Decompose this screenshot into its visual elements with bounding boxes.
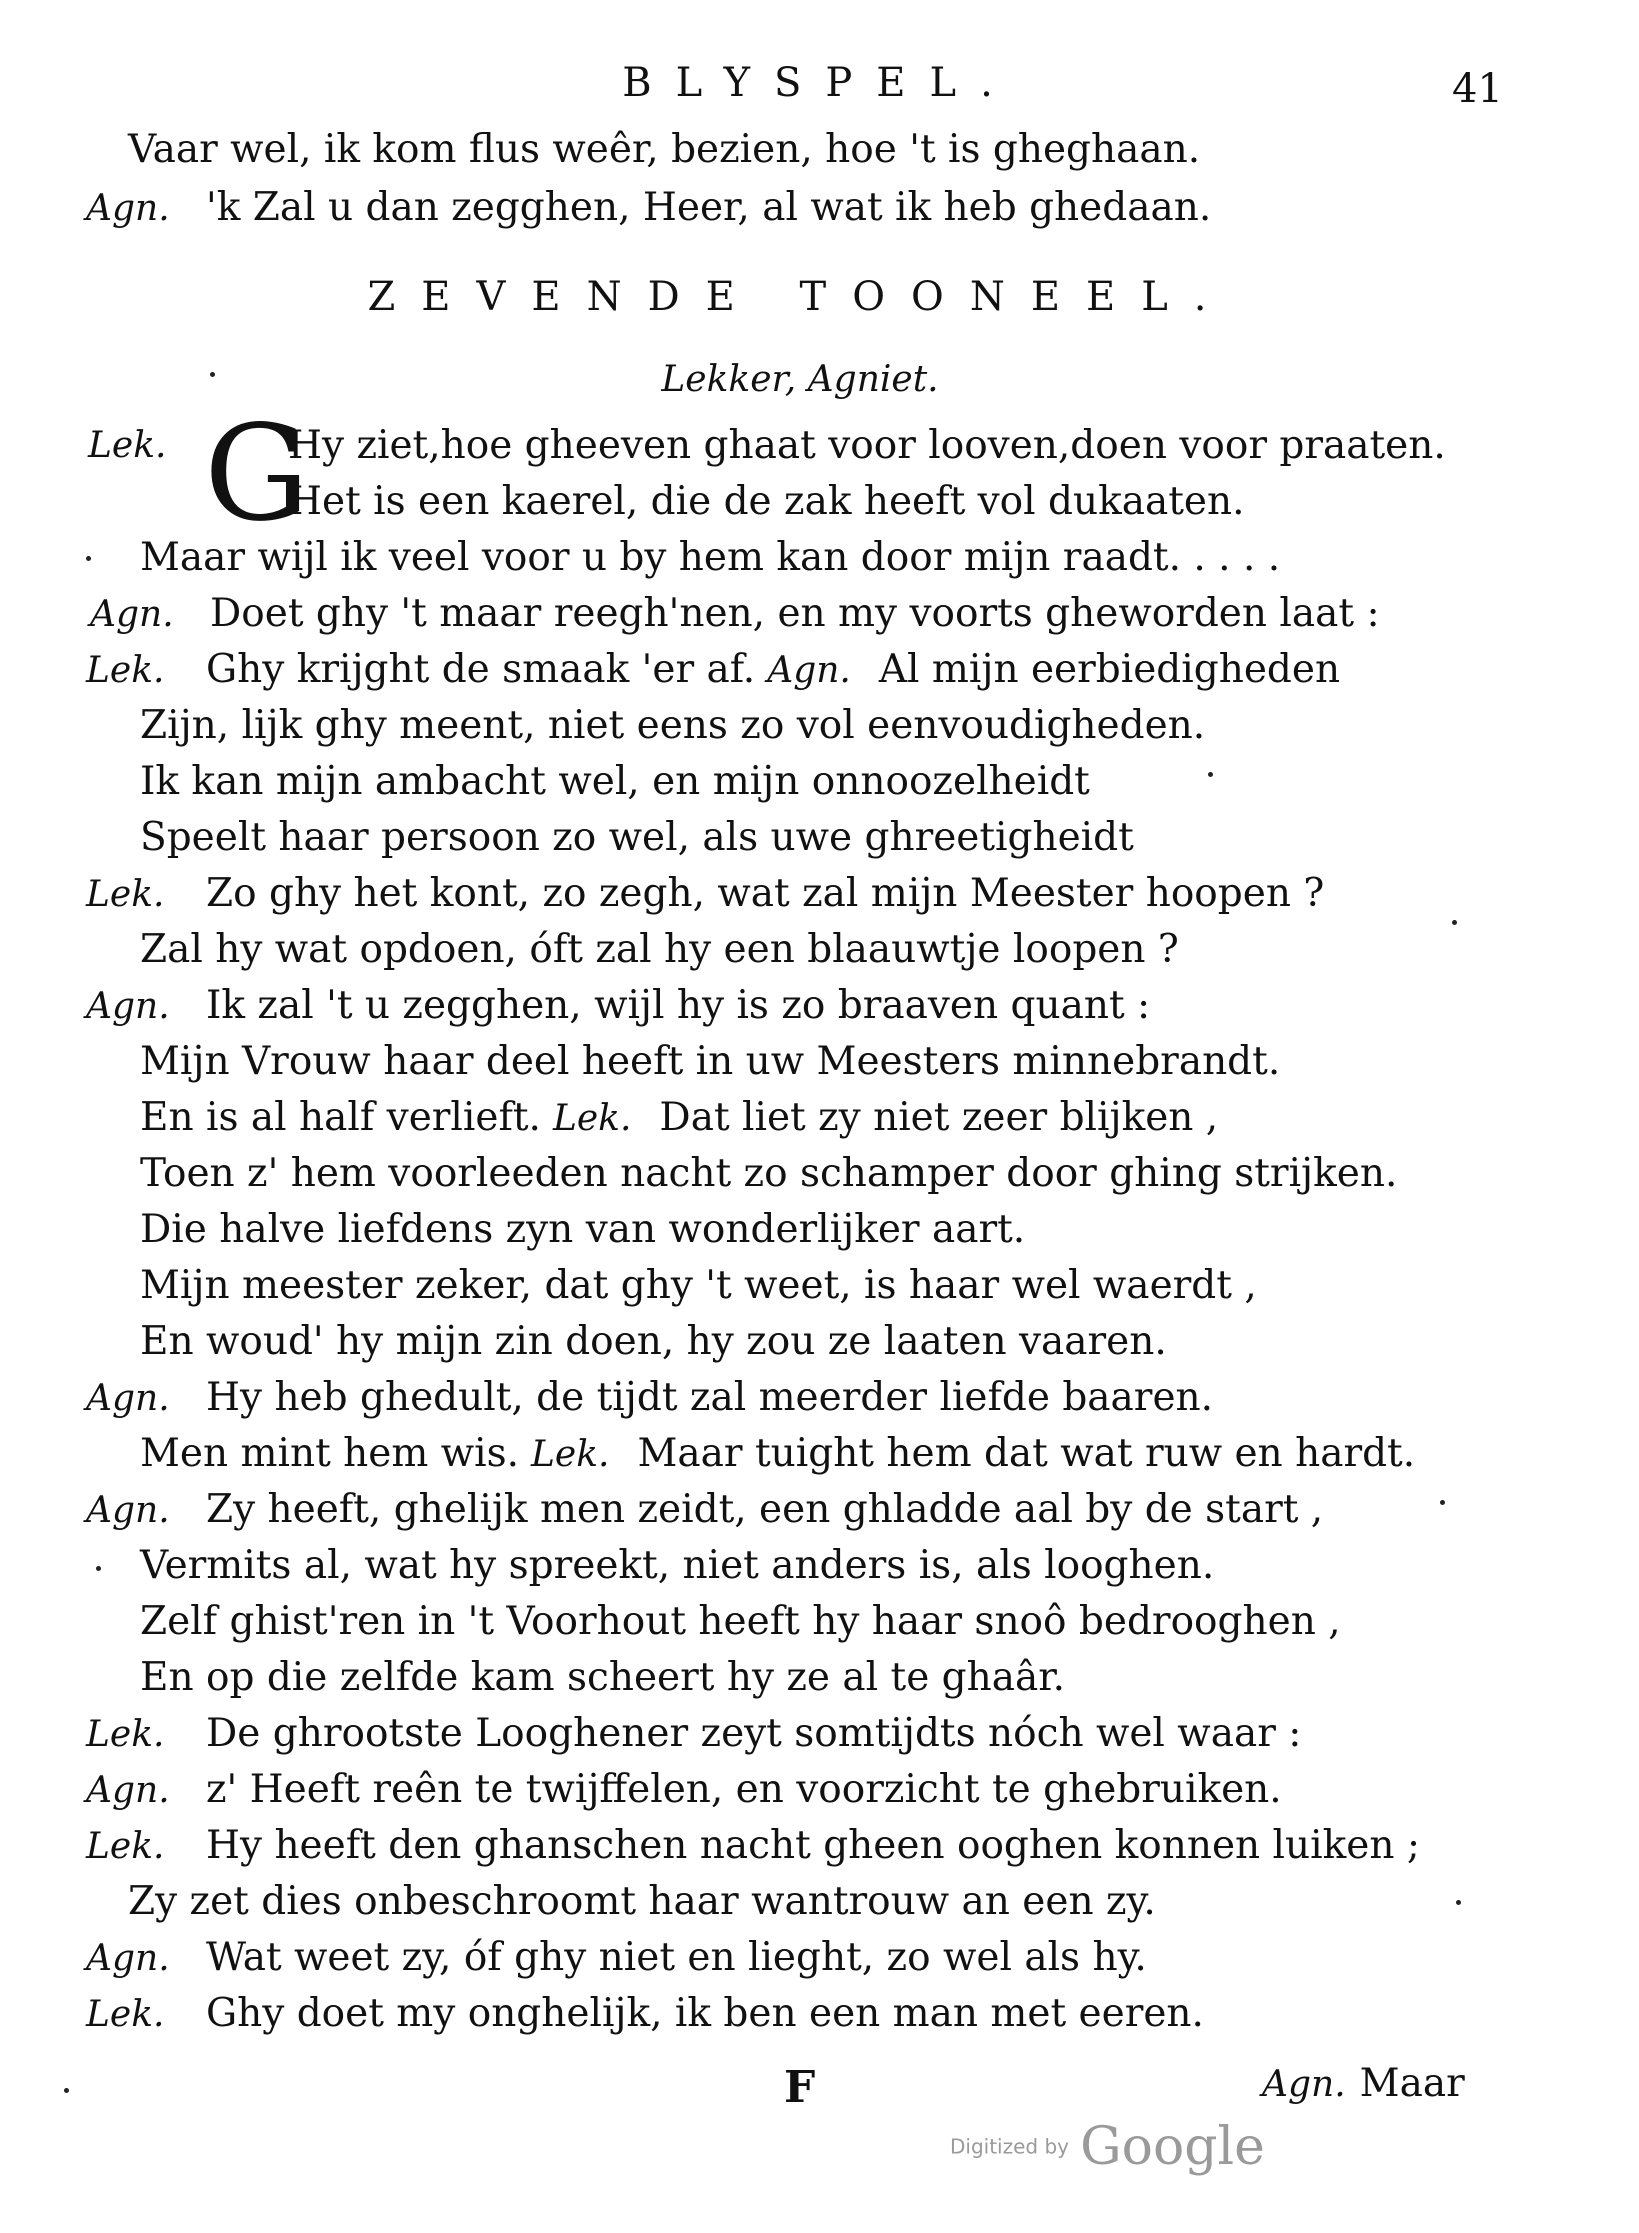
watermark-prefix: Digitized by [950,2134,1069,2159]
verse-line [86,1706,1301,1762]
speaker-label: Agn. [86,986,170,1027]
drop-cap-letter: G [204,397,310,551]
verse-line [140,1034,1280,1090]
speaker-label: Agn. [86,1490,170,1531]
verse-line [140,1146,1397,1202]
verse-line [288,418,1446,474]
scene-characters: Lekker, Agniet. [661,359,939,400]
verse-line [140,530,1280,586]
verse-text: Hy heeft den ghanschen nacht gheen ooghen konnen luiken ; [206,1823,1420,1868]
speaker-label: Agn. [86,1938,170,1979]
running-title: BLYSPEL. [622,60,1017,106]
signature-mark: F [784,2062,816,2113]
verse-text: Mijn meester zeker, dat ghy 't weet, is haar wel waerdt , [140,1263,1257,1308]
verse-text: Zy heeft, ghelijk men zeidt, een ghladde aal by de start , [206,1487,1324,1532]
verse-line [140,754,1090,810]
verse-line [140,1202,1025,1258]
verse-line [86,1762,1282,1818]
verse-line [86,866,1324,922]
verse-line [86,180,1211,236]
verse-text: Maar wijl ik veel voor u by hem kan door mijn raadt. . . . . [140,535,1281,580]
verse-text: Al mijn eerbiedigheden [878,647,1341,692]
verse-text: En op die zelfde kam scheert hy ze al te ghaâr. [140,1655,1066,1700]
verse-text: Ghy doet my onghelijk, ik ben een man met eeren. [206,1991,1204,2036]
verse-line [140,1258,1257,1314]
speaker-label: Agn. [86,1378,170,1419]
speaker-label: Agn. [86,1770,170,1811]
verse-text: Mijn Vrouw haar deel heeft in uw Meesters minnebrandt. [140,1039,1281,1084]
verse-text: Speelt haar persoon zo wel, als uwe ghreetigheidt [140,815,1134,860]
verse-line [140,1090,1218,1146]
verse-line [86,1482,1323,1538]
digitized-watermark [950,2116,1265,2177]
verse-text: Zelf ghist'ren in 't Voorhout heeft hy haar snoô bedrooghen , [140,1599,1341,1644]
verse-text: Zo ghy het kont, zo zegh, wat zal mijn Meester hoopen ? [206,871,1325,916]
verse-text: z' Heeft reên te twijffelen, en voorzicht te ghebruiken. [206,1767,1282,1812]
speaker-label: Agn. [90,594,174,635]
verse-line [86,642,1340,698]
verse-line [86,1818,1420,1874]
verse-text: Zy zet dies onbeschroomt haar wantrouw an een zy. [128,1879,1156,1924]
verse-line [140,1314,1167,1370]
speaker-label: Lek. [531,1434,610,1475]
verse-line [140,922,1179,978]
verse-line [140,810,1134,866]
speaker-label: Agn. [1262,2064,1346,2105]
verse-text: Zal hy wat opdoen, óft zal hy een blaauwtje loopen ? [140,927,1179,972]
verse-text: Toen z' hem voorleeden nacht zo schamper door ghing strijken. [140,1151,1398,1196]
verse-text: Dat liet zy niet zeer blijken , [659,1095,1219,1140]
ink-speck [1452,920,1457,925]
verse-text: Ik zal 't u zegghen, wijl hy is zo braaven quant : [206,983,1151,1028]
verse-text: Vaar wel, ik kom flus weêr, bezien, hoe 't is gheghaan. [128,127,1201,172]
ink-speck [64,2088,69,2093]
ink-speck [1456,1900,1461,1905]
speaker-label: Lek. [86,1994,165,2035]
speaker-label: Lek. [86,1826,165,1867]
ink-speck [210,372,215,377]
catchword-word: Maar [1359,2061,1465,2106]
google-logo: Google [1080,2116,1265,2177]
verse-text: Doet ghy 't maar reegh'nen, en my voorts gheworden laat : [210,591,1380,636]
verse-line [86,1930,1147,1986]
speaker-label: Agn. [86,188,170,229]
verse-text: Het is een kaerel, die de zak heeft vol dukaaten. [288,479,1245,524]
ink-speck [1208,772,1213,777]
page-number: 41 [1452,66,1503,112]
verse-text: Zijn, lijk ghy meent, niet eens zo vol eenvoudigheden. [140,703,1206,748]
verse-line [288,474,1245,530]
speaker-label: Lek. [88,425,167,466]
verse-line [90,586,1380,642]
verse-line [140,698,1205,754]
verse-text: En is al half verlieft. [140,1095,541,1140]
verse-text: Maar tuight hem dat wat ruw en hardt. [637,1431,1416,1476]
verse-line [140,1650,1065,1706]
speaker-label: Lek. [86,650,165,691]
verse-line [86,1986,1204,2042]
verse-text: Ghy krijght de smaak 'er af. [206,647,756,692]
verse-text: En woud' hy mijn zin doen, hy zou ze laaten vaaren. [140,1319,1167,1364]
verse-line [86,978,1150,1034]
scene-heading: ZEVENDE TOONEEL. [367,274,1233,320]
verse-text: Vermits al, wat hy spreekt, niet anders is, als looghen. [140,1543,1215,1588]
verse-line [128,122,1200,178]
verse-text: Hy ziet,hoe gheeven ghaat voor looven,doen voor praaten. [288,423,1446,468]
ink-speck [96,1566,101,1571]
verse-text: 'k Zal u dan zegghen, Heer, al wat ik heb ghedaan. [206,185,1212,230]
catchword [1262,2056,1465,2113]
verse-text: Wat weet zy, óf ghy niet en lieght, zo wel als hy. [206,1935,1147,1980]
ink-speck [1440,1500,1445,1505]
speaker-label: Lek. [552,1098,632,1139]
speaker-label: Lek. [86,1714,165,1755]
verse-text: De ghrootste Looghener zeyt somtijdts nóch wel waar : [206,1711,1302,1756]
speaker-label: Agn. [767,650,851,691]
verse-line [86,1370,1213,1426]
verse-line [140,1538,1214,1594]
verse-line [140,1594,1341,1650]
verse-text: Men mint hem wis. [140,1431,520,1476]
verse-text: Ik kan mijn ambacht wel, en mijn onnoozelheidt [140,759,1090,804]
ink-speck [86,556,91,561]
speaker-label: Lek. [86,874,165,915]
verse-text: Die halve liefdens zyn van wonderlijker aart. [140,1207,1026,1252]
verse-text: Hy heb ghedult, de tijdt zal meerder liefde baaren. [206,1375,1214,1420]
verse-line [140,1426,1415,1482]
verse-line [128,1874,1156,1930]
